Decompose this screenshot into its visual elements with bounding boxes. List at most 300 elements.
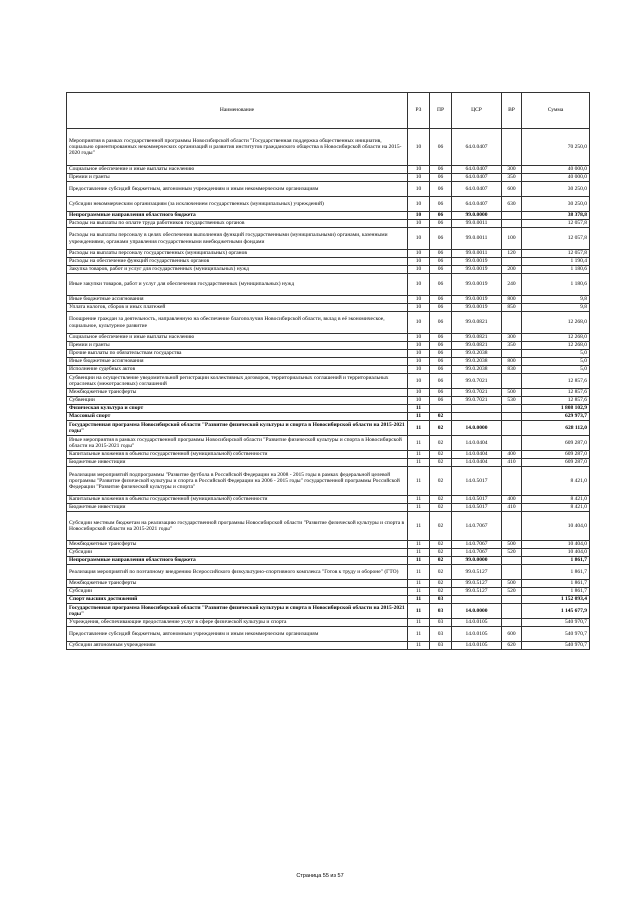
cell-pr: 02	[430, 549, 452, 557]
cell-csr: 99.0.0821	[452, 334, 502, 342]
cell-rz: 10	[408, 174, 430, 182]
cell-name: Закупка товаров, работ и услуг для государственных (муниципальных) нужд	[67, 266, 408, 274]
cell-sum: 1 190,4	[522, 258, 590, 266]
cell-csr: 99.0.5127	[452, 580, 502, 588]
cell-sum: 5,0	[522, 366, 590, 374]
cell-rz: 11	[408, 436, 430, 451]
cell-name: Мероприятия в рамках государственной программы Новосибирской области "Государственная поддержка общественных инициатив, социально ориентированных некоммерческих организаций и развития институтов гражданского общества в Новосибирской области на 2015-2020 годы"	[67, 129, 408, 166]
table-row	[67, 258, 590, 266]
cell-csr: 99.0.0000	[452, 212, 502, 220]
cell-name: Социальное обеспечение и иные выплаты населению	[67, 166, 408, 174]
cell-sum: 12 057,8	[522, 220, 590, 228]
cell-csr: 99.0.0019	[452, 296, 502, 304]
table-row	[67, 467, 590, 496]
cell-sum: 1 180,6	[522, 266, 590, 274]
table-row	[67, 405, 590, 413]
cell-name: Реализация мероприятий по поэтапному внедрению Всероссийского физкультурно-спортивного комплекса "Готов к труду и обороне" (ГТО)	[67, 565, 408, 580]
cell-sum: 12 268,0	[522, 312, 590, 334]
cell-csr: 14.0.0000	[452, 604, 502, 619]
cell-sum: 1 145 677,9	[522, 604, 590, 619]
cell-rz: 11	[408, 619, 430, 627]
cell-sum: 70 250,0	[522, 129, 590, 166]
cell-csr: 14.0.5017	[452, 467, 502, 496]
cell-csr: 99.0.0821	[452, 342, 502, 350]
cell-name: Межбюджетные трансферты	[67, 580, 408, 588]
cell-name: Физическая культура и спорт	[67, 405, 408, 413]
cell-vr: 630	[502, 197, 522, 212]
cell-rz: 10	[408, 389, 430, 397]
header-vr: ВР	[502, 93, 522, 129]
cell-csr: 99.0.0019	[452, 274, 502, 296]
cell-pr: 02	[430, 557, 452, 565]
cell-pr: 02	[430, 588, 452, 596]
cell-name: Субсидии	[67, 588, 408, 596]
cell-pr: 06	[430, 342, 452, 350]
cell-csr: 14.0.0000	[452, 421, 502, 436]
cell-name: Субсидии	[67, 549, 408, 557]
table-row	[67, 604, 590, 619]
cell-name: Иные мероприятия в рамках государственной программы Новосибирской области "Развитие физической культуры и спорта в Новосибирской области на 2015-2021 годы"	[67, 436, 408, 451]
cell-csr: 99.0.0019	[452, 266, 502, 274]
cell-vr	[502, 374, 522, 389]
cell-sum: 5,0	[522, 358, 590, 366]
cell-vr: 830	[502, 366, 522, 374]
cell-csr: 64.0.0407	[452, 197, 502, 212]
header-rz: РЗ	[408, 93, 430, 129]
table-row	[67, 619, 590, 627]
cell-vr	[502, 619, 522, 627]
cell-pr: 02	[430, 541, 452, 549]
cell-vr	[502, 512, 522, 541]
cell-pr: 06	[430, 166, 452, 174]
cell-csr: 99.0.0019	[452, 258, 502, 266]
table-row	[67, 496, 590, 504]
cell-sum: 12 057,8	[522, 228, 590, 250]
table-row	[67, 220, 590, 228]
cell-sum: 12 057,8	[522, 250, 590, 258]
table-row	[67, 212, 590, 220]
cell-sum: 10 404,0	[522, 541, 590, 549]
cell-pr: 02	[430, 496, 452, 504]
cell-vr: 400	[502, 496, 522, 504]
cell-name: Бюджетные инвестиции	[67, 459, 408, 467]
cell-pr: 06	[430, 258, 452, 266]
cell-pr: 02	[430, 565, 452, 580]
table-row	[67, 588, 590, 596]
cell-sum: 629 973,7	[522, 413, 590, 421]
cell-csr: 99.0.0011	[452, 220, 502, 228]
cell-name: Капитальные вложения в объекты государственной (муниципальной) собственности	[67, 496, 408, 504]
cell-vr: 410	[502, 459, 522, 467]
cell-rz: 10	[408, 304, 430, 312]
cell-name: Поощрение граждан за деятельность, направленную на обеспечение благополучия Новосибирской области, вклад в её экономическое, социальное, культурное развитие	[67, 312, 408, 334]
cell-sum: 5,0	[522, 350, 590, 358]
cell-sum: 8 421,0	[522, 504, 590, 512]
cell-sum: 8 421,0	[522, 496, 590, 504]
cell-csr: 99.0.2038	[452, 350, 502, 358]
cell-csr	[452, 413, 502, 421]
cell-sum: 540 970,7	[522, 619, 590, 627]
cell-rz: 11	[408, 541, 430, 549]
cell-rz: 10	[408, 228, 430, 250]
table-row	[67, 459, 590, 467]
cell-sum: 30 250,0	[522, 182, 590, 197]
cell-pr: 02	[430, 451, 452, 459]
cell-vr: 600	[502, 627, 522, 642]
cell-rz: 11	[408, 557, 430, 565]
cell-name: Иные бюджетные ассигнования	[67, 358, 408, 366]
cell-name: Межбюджетные трансферты	[67, 389, 408, 397]
cell-csr: 14.0.7067	[452, 541, 502, 549]
cell-rz: 11	[408, 421, 430, 436]
cell-pr: 06	[430, 197, 452, 212]
cell-csr: 14.0.7067	[452, 549, 502, 557]
table-row	[67, 296, 590, 304]
table-row	[67, 565, 590, 580]
cell-rz: 10	[408, 182, 430, 197]
table-row	[67, 174, 590, 182]
cell-pr: 06	[430, 334, 452, 342]
cell-name: Расходы на обеспечение функций государственных органов	[67, 258, 408, 266]
cell-name: Исполнение судебных актов	[67, 366, 408, 374]
cell-sum: 12 857,6	[522, 397, 590, 405]
cell-name: Субвенции на осуществление уведомительной регистрации коллективных договоров, территориальных соглашений и территориальных отраслевых (межотраслевых) соглашений	[67, 374, 408, 389]
cell-csr: 64.0.0407	[452, 174, 502, 182]
table-row	[67, 228, 590, 250]
cell-sum: 12 268,0	[522, 342, 590, 350]
cell-vr: 800	[502, 296, 522, 304]
cell-name: Предоставление субсидий бюджетным, автономным учреждениям и иным некоммерческим организациям	[67, 627, 408, 642]
cell-pr: 06	[430, 304, 452, 312]
cell-name: Государственная программа Новосибирской области "Развитие физической культуры и спорта в Новосибирской области на 2015-2021 годы"	[67, 604, 408, 619]
cell-name: Субсидии некоммерческим организациям (за исключением государственных (муниципальных) учреждений)	[67, 197, 408, 212]
cell-csr	[452, 405, 502, 413]
cell-sum: 12 857,6	[522, 389, 590, 397]
cell-csr: 99.0.0011	[452, 250, 502, 258]
cell-name: Социальное обеспечение и иные выплаты населению	[67, 334, 408, 342]
cell-sum: 540 970,7	[522, 642, 590, 650]
cell-rz: 11	[408, 504, 430, 512]
cell-sum: 1 152 093,4	[522, 596, 590, 604]
cell-csr: 99.0.7021	[452, 397, 502, 405]
cell-name: Межбюджетные трансферты	[67, 541, 408, 549]
header-sum: Сумма	[522, 93, 590, 129]
table-row	[67, 580, 590, 588]
cell-sum: 12 268,0	[522, 334, 590, 342]
cell-sum: 609 287,0	[522, 459, 590, 467]
cell-pr: 02	[430, 580, 452, 588]
cell-csr: 99.0.0000	[452, 557, 502, 565]
cell-name: Капитальные вложения в объекты государственной (муниципальной) собственности	[67, 451, 408, 459]
cell-sum: 9,8	[522, 304, 590, 312]
cell-pr: 02	[430, 512, 452, 541]
cell-vr	[502, 421, 522, 436]
cell-vr: 520	[502, 549, 522, 557]
cell-vr	[502, 565, 522, 580]
cell-vr: 240	[502, 274, 522, 296]
cell-vr: 800	[502, 358, 522, 366]
cell-name: Государственная программа Новосибирской области "Развитие физической культуры и спорта в Новосибирской области на 2015-2021 годы"	[67, 421, 408, 436]
cell-sum: 609 287,0	[522, 436, 590, 451]
cell-pr: 06	[430, 366, 452, 374]
cell-pr: 06	[430, 389, 452, 397]
cell-csr: 14.0.0105	[452, 627, 502, 642]
cell-name: Спорт высших достижений	[67, 596, 408, 604]
cell-rz: 11	[408, 604, 430, 619]
table-row	[67, 389, 590, 397]
cell-vr: 300	[502, 166, 522, 174]
cell-pr: 06	[430, 220, 452, 228]
table-row	[67, 197, 590, 212]
cell-rz: 10	[408, 266, 430, 274]
table-row	[67, 421, 590, 436]
cell-rz: 10	[408, 334, 430, 342]
cell-vr	[502, 129, 522, 166]
cell-pr: 06	[430, 266, 452, 274]
cell-vr	[502, 436, 522, 451]
table-row	[67, 549, 590, 557]
cell-vr	[502, 220, 522, 228]
header-csr: ЦСР	[452, 93, 502, 129]
cell-vr: 600	[502, 182, 522, 197]
cell-csr: 14.0.7067	[452, 512, 502, 541]
header-pr: ПР	[430, 93, 452, 129]
cell-rz: 10	[408, 397, 430, 405]
cell-pr: 06	[430, 212, 452, 220]
cell-csr: 14.0.5017	[452, 496, 502, 504]
cell-pr	[430, 405, 452, 413]
cell-sum: 30 250,0	[522, 197, 590, 212]
table-row	[67, 166, 590, 174]
table-row	[67, 304, 590, 312]
cell-name: Субсидии местным бюджетам на реализацию государственной программы Новосибирской области "Развитие физической культуры и спорта в Новосибирской области на 2015-2021 годы"	[67, 512, 408, 541]
cell-rz: 11	[408, 459, 430, 467]
cell-sum: 1 861,7	[522, 580, 590, 588]
table-row	[67, 350, 590, 358]
cell-rz: 11	[408, 627, 430, 642]
cell-vr: 120	[502, 250, 522, 258]
cell-csr: 99.0.7021	[452, 389, 502, 397]
cell-pr: 03	[430, 642, 452, 650]
cell-pr: 03	[430, 596, 452, 604]
cell-csr	[452, 596, 502, 604]
cell-vr	[502, 604, 522, 619]
table-row	[67, 374, 590, 389]
cell-sum: 38 378,8	[522, 212, 590, 220]
cell-vr	[502, 258, 522, 266]
cell-vr: 400	[502, 451, 522, 459]
table-row	[67, 557, 590, 565]
cell-rz: 10	[408, 212, 430, 220]
cell-rz: 10	[408, 312, 430, 334]
page-footer: Страница 55 из 57	[296, 873, 344, 879]
table-row	[67, 334, 590, 342]
cell-sum: 12 857,6	[522, 374, 590, 389]
table-row	[67, 312, 590, 334]
cell-name: Непрограммные направления областного бюджета	[67, 212, 408, 220]
cell-sum: 1 861,7	[522, 565, 590, 580]
cell-sum: 628 112,0	[522, 421, 590, 436]
cell-pr: 06	[430, 174, 452, 182]
cell-rz: 11	[408, 496, 430, 504]
cell-pr: 02	[430, 459, 452, 467]
cell-pr: 03	[430, 619, 452, 627]
cell-vr: 350	[502, 342, 522, 350]
cell-rz: 11	[408, 512, 430, 541]
cell-sum: 40 000,0	[522, 174, 590, 182]
cell-rz: 11	[408, 588, 430, 596]
cell-csr: 14.0.0105	[452, 642, 502, 650]
cell-rz: 10	[408, 350, 430, 358]
header-name: Наименование	[67, 93, 408, 129]
cell-pr: 06	[430, 374, 452, 389]
budget-table	[66, 92, 590, 650]
cell-vr: 200	[502, 266, 522, 274]
cell-name: Расходы на выплаты персоналу государственных (муниципальных) органов	[67, 250, 408, 258]
cell-sum: 10 404,0	[522, 512, 590, 541]
table-row	[67, 342, 590, 350]
cell-name: Непрограммные направления областного бюджета	[67, 557, 408, 565]
cell-rz: 11	[408, 413, 430, 421]
cell-rz: 10	[408, 220, 430, 228]
cell-rz: 10	[408, 197, 430, 212]
cell-rz: 11	[408, 580, 430, 588]
cell-pr: 02	[430, 504, 452, 512]
cell-csr: 14.0.5017	[452, 504, 502, 512]
cell-name: Массовый спорт	[67, 413, 408, 421]
cell-csr: 99.0.0011	[452, 228, 502, 250]
cell-sum: 8 421,0	[522, 467, 590, 496]
cell-csr: 99.0.7021	[452, 374, 502, 389]
cell-rz: 11	[408, 451, 430, 459]
cell-rz: 10	[408, 129, 430, 166]
table-body	[67, 129, 590, 650]
cell-name: Премии и гранты	[67, 174, 408, 182]
table-row	[67, 250, 590, 258]
cell-vr: 620	[502, 642, 522, 650]
cell-sum: 40 000,0	[522, 166, 590, 174]
cell-pr: 03	[430, 627, 452, 642]
cell-csr: 99.0.5127	[452, 565, 502, 580]
cell-rz: 10	[408, 358, 430, 366]
cell-rz: 10	[408, 296, 430, 304]
cell-sum: 1 180,6	[522, 274, 590, 296]
cell-sum: 609 287,0	[522, 451, 590, 459]
cell-name: Предоставление субсидий бюджетным, автономным учреждениям и иным некоммерческим организациям	[67, 182, 408, 197]
cell-rz: 11	[408, 405, 430, 413]
cell-name: Расходы на выплаты по оплате труда работников государственных органов	[67, 220, 408, 228]
table-row	[67, 642, 590, 650]
cell-rz: 11	[408, 549, 430, 557]
cell-pr: 06	[430, 350, 452, 358]
cell-vr	[502, 596, 522, 604]
cell-vr	[502, 413, 522, 421]
cell-pr: 02	[430, 413, 452, 421]
cell-name: Учреждения, обеспечивающие предоставление услуг в сфере физической культуры и спорта	[67, 619, 408, 627]
cell-pr: 06	[430, 274, 452, 296]
cell-vr	[502, 312, 522, 334]
table-row	[67, 512, 590, 541]
cell-name: Расходы на выплаты персоналу в целях обеспечения выполнения функций государственными (муниципальными) органами, казенными учреждениями, органами управления государственными внебюджетными фондами	[67, 228, 408, 250]
cell-vr: 520	[502, 588, 522, 596]
cell-rz: 10	[408, 166, 430, 174]
cell-pr: 06	[430, 228, 452, 250]
cell-pr: 02	[430, 421, 452, 436]
cell-pr: 06	[430, 312, 452, 334]
cell-rz: 10	[408, 274, 430, 296]
cell-csr: 64.0.0407	[452, 129, 502, 166]
table-row	[67, 129, 590, 166]
cell-name: Прочие выплаты по обязательствам государства	[67, 350, 408, 358]
table-row	[67, 358, 590, 366]
cell-csr: 99.0.0019	[452, 304, 502, 312]
cell-rz: 11	[408, 467, 430, 496]
cell-vr: 300	[502, 334, 522, 342]
cell-pr: 02	[430, 467, 452, 496]
cell-csr: 99.0.2038	[452, 358, 502, 366]
cell-csr: 14.0.0404	[452, 459, 502, 467]
cell-pr: 06	[430, 250, 452, 258]
table-row	[67, 627, 590, 642]
cell-sum: 1 861,7	[522, 588, 590, 596]
table-row	[67, 451, 590, 459]
cell-sum: 9,8	[522, 296, 590, 304]
cell-csr: 99.0.5127	[452, 588, 502, 596]
table-row	[67, 541, 590, 549]
cell-pr: 06	[430, 397, 452, 405]
cell-vr: 850	[502, 304, 522, 312]
cell-rz: 10	[408, 342, 430, 350]
cell-vr: 500	[502, 541, 522, 549]
cell-csr: 14.0.0404	[452, 436, 502, 451]
cell-rz: 10	[408, 366, 430, 374]
cell-pr: 02	[430, 436, 452, 451]
cell-csr: 64.0.0407	[452, 166, 502, 174]
cell-csr: 14.0.0105	[452, 619, 502, 627]
table-row	[67, 274, 590, 296]
cell-vr	[502, 405, 522, 413]
cell-name: Субвенции	[67, 397, 408, 405]
cell-pr: 06	[430, 358, 452, 366]
table-row	[67, 266, 590, 274]
budget-table-container	[66, 92, 589, 650]
cell-csr: 99.0.0821	[452, 312, 502, 334]
cell-name: Реализация мероприятий подпрограммы "Развитие футбола в Российской Федерации на 2008 - 2015 годы в рамках федеральной целевой программы "Развитие физической культуры и спорта в Российской Федерации на 2006 - 2015 годы" государственной программы Российской Федерации "Развитие физической культуры и спорта"	[67, 467, 408, 496]
cell-sum: 1 861,7	[522, 557, 590, 565]
cell-rz: 10	[408, 250, 430, 258]
cell-sum: 10 404,0	[522, 549, 590, 557]
cell-vr	[502, 212, 522, 220]
cell-vr	[502, 467, 522, 496]
table-header-row	[67, 93, 590, 129]
table-row	[67, 182, 590, 197]
cell-csr: 64.0.0407	[452, 182, 502, 197]
cell-pr: 06	[430, 296, 452, 304]
cell-csr: 14.0.0404	[452, 451, 502, 459]
table-row	[67, 436, 590, 451]
cell-rz: 11	[408, 642, 430, 650]
cell-name: Иные закупки товаров, работ и услуг для обеспечения государственных (муниципальных) нужд	[67, 274, 408, 296]
cell-pr: 06	[430, 129, 452, 166]
cell-rz: 10	[408, 258, 430, 266]
cell-pr: 03	[430, 604, 452, 619]
table-row	[67, 397, 590, 405]
cell-pr: 06	[430, 182, 452, 197]
cell-vr: 350	[502, 174, 522, 182]
cell-name: Иные бюджетные ассигнования	[67, 296, 408, 304]
table-row	[67, 504, 590, 512]
table-row	[67, 596, 590, 604]
